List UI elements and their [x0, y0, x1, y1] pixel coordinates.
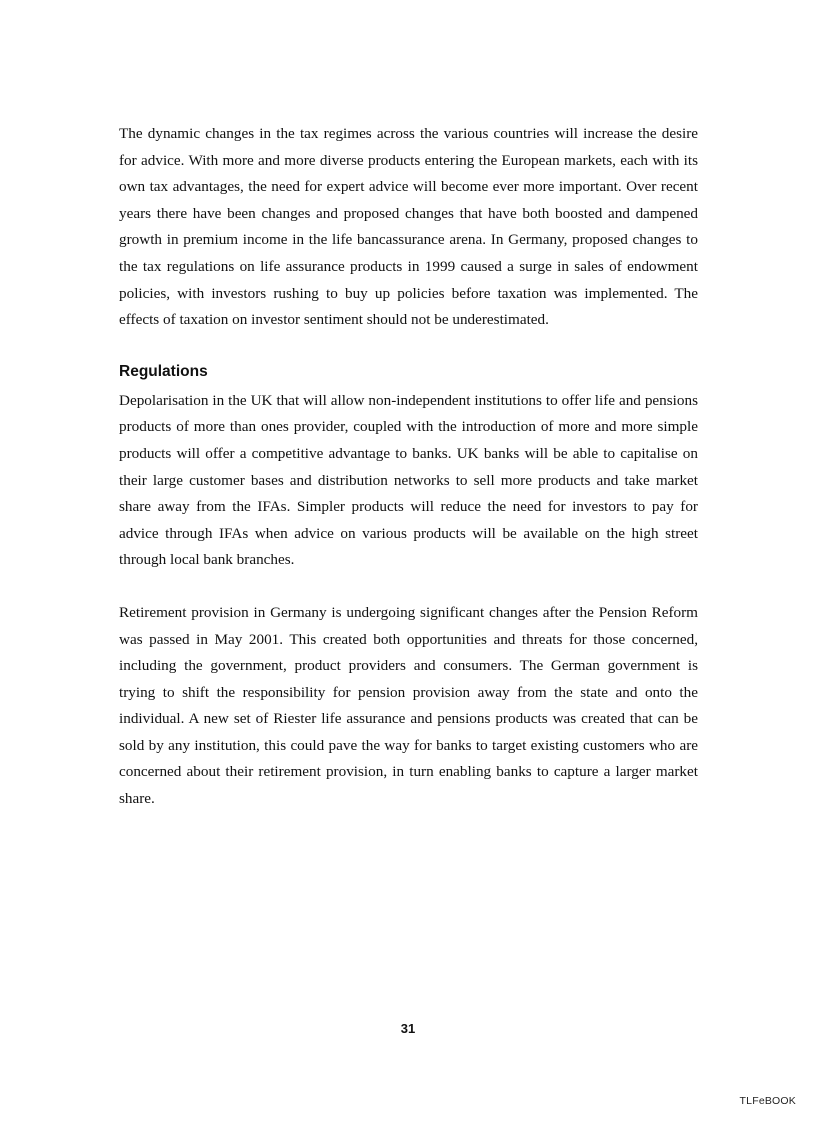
paragraph-depolarisation: Depolarisation in the UK that will allow non-independent institutions to offer life and pensions products of more than ones provider, coupled with the introduction of more and more simple products will offer a competitive advantage to banks. UK banks will be able to capitalise on their large customer bases and distribution networks to sell more products and take market share away from the IFAs. Simpler products will reduce the need for investors to pay for advice through IFAs when advice on various products will be available on the high street through local bank branches.: [119, 391, 698, 569]
paragraph-retirement-provision: Retirement provision in Germany is undergoing significant changes after the Pension Reform was passed in May 2001. This created both opportunities and threats for those concerned, including the government, product providers and consumers. The German government is trying to shift the responsibility for pension provision away from the state and onto the individual. A new set of Riester life assurance and pensions products was created that can be sold by any institution, this could pave the way for banks to target existing customers who are concerned about their retirement provision, in turn enabling banks to capture a larger market share.: [119, 603, 698, 808]
page-number: 31: [400, 1021, 416, 1036]
section-heading-regulations: Regulations: [119, 362, 208, 380]
body-text: [119, 121, 698, 813]
footer-brand: TLFeBOOK: [739, 1095, 796, 1107]
paragraph-tax-regimes: The dynamic changes in the tax regimes across the various countries will increase the desire for advice. With more and more diverse products entering the European markets, each with its own tax advantages, the need for expert advice will become ever more important. Over recent years there have been changes and proposed changes that have both boosted and dampened growth in premium income in the life bancassurance arena. In Germany, proposed changes to the tax regulations on life assurance products in 1999 caused a surge in sales of endowment policies, with investors rushing to buy up policies before taxation was implemented. The effects of taxation on investor sentiment should not be underestimated.: [119, 125, 698, 329]
